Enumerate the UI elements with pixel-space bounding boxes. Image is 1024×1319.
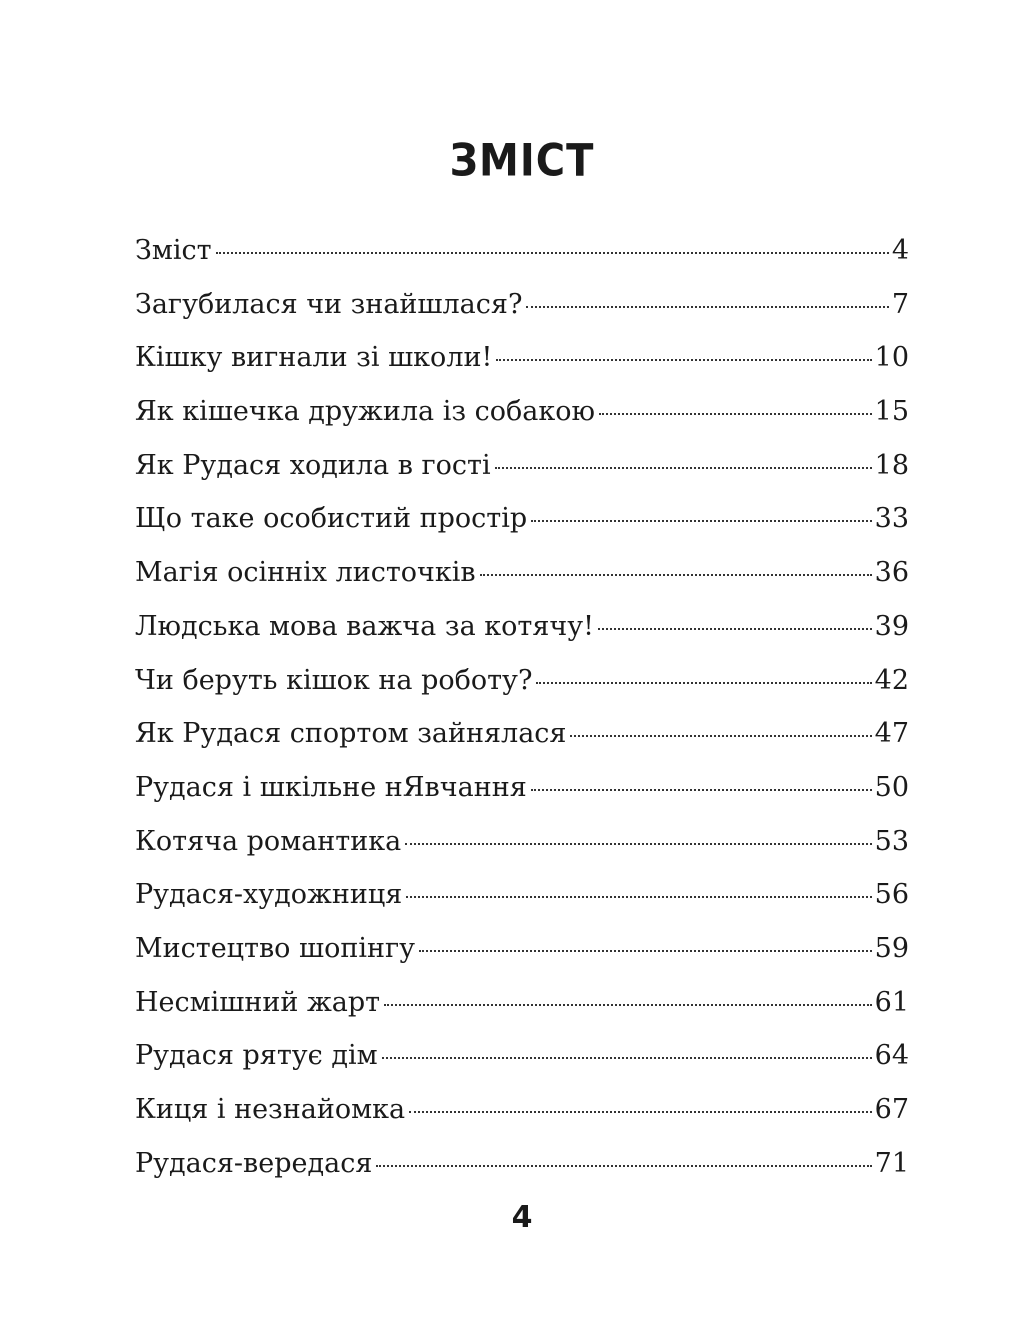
dot-leader: [570, 735, 871, 737]
toc-entry-page: 50: [874, 771, 909, 803]
toc-entry-title: Рудася-вередася: [135, 1147, 373, 1179]
toc-entry-page: 47: [874, 718, 909, 750]
toc-entry-page: 67: [874, 1094, 909, 1125]
toc-entry[interactable]: [135, 546, 909, 600]
dot-leader: [496, 359, 871, 361]
toc-entry-page: 71: [874, 1147, 909, 1179]
table-of-contents: [135, 224, 909, 1190]
toc-entry-page: 42: [874, 664, 909, 696]
page-title: ЗМІСТ: [449, 134, 595, 187]
toc-entry-title: Котяча романтика: [135, 825, 402, 857]
dot-leader: [405, 843, 871, 845]
toc-entry-title: Рудася рятує дім: [135, 1040, 378, 1072]
dot-leader: [598, 628, 872, 630]
toc-entry-page: 64: [874, 1040, 909, 1072]
toc-entry-title: Магія осінніх листочків: [135, 557, 476, 589]
dot-leader: [384, 1004, 872, 1006]
dot-leader: [382, 1057, 872, 1059]
dot-leader: [376, 1165, 871, 1167]
toc-entry-page: 33: [874, 503, 909, 535]
toc-entry-page: 10: [874, 342, 909, 374]
toc-entry[interactable]: [135, 761, 909, 815]
toc-entry-title: Рудася і шкільне нЯвчання: [135, 771, 527, 803]
dot-leader: [526, 306, 888, 308]
toc-entry-title: Рудася-художниця: [135, 879, 403, 911]
toc-entry-title: Кішку вигнали зі школи!: [135, 342, 493, 374]
dot-leader: [480, 574, 872, 576]
toc-entry-title: Зміст: [135, 235, 212, 266]
toc-entry-title: Мистецтво шопінгу: [135, 932, 416, 964]
dot-leader: [419, 950, 872, 952]
dot-leader: [495, 467, 872, 469]
toc-entry-title: Як Рудася спортом зайнялася: [135, 718, 567, 750]
toc-entry-page: 18: [874, 449, 909, 481]
dot-leader: [409, 1111, 872, 1113]
toc-entry-title: Людська мова важча за котячу!: [135, 610, 594, 642]
toc-entry-page: 56: [874, 879, 909, 911]
dot-leader: [599, 413, 872, 415]
toc-entry-page: 7: [891, 288, 909, 320]
toc-entry-page: 39: [874, 610, 909, 642]
toc-entry-title: Як Рудася ходила в гості: [135, 449, 491, 481]
toc-entry-title: Киця і незнайомка: [135, 1094, 406, 1125]
toc-entry[interactable]: [135, 1029, 909, 1083]
toc-entry[interactable]: [135, 1137, 909, 1191]
toc-entry-title: Чи беруть кішок на роботу?: [135, 664, 533, 696]
toc-entry-page: 15: [874, 396, 909, 428]
dot-leader: [536, 682, 871, 684]
toc-entry[interactable]: [135, 492, 909, 546]
toc-entry[interactable]: [135, 815, 909, 869]
toc-entry-title: Як кішечка дружила із собакою: [135, 396, 596, 428]
toc-entry[interactable]: [135, 439, 909, 493]
toc-entry-page: 53: [874, 825, 909, 857]
toc-entry-title: Несмішний жарт: [135, 986, 381, 1018]
toc-entry[interactable]: [135, 1083, 909, 1137]
dot-leader: [531, 520, 871, 522]
page-number: 4: [511, 1200, 533, 1235]
toc-entry[interactable]: [135, 278, 909, 332]
toc-entry-page: 4: [891, 235, 909, 266]
toc-entry[interactable]: [135, 922, 909, 976]
toc-entry[interactable]: [135, 385, 909, 439]
toc-entry-title: Що таке особистий простір: [135, 503, 528, 535]
toc-entry[interactable]: [135, 600, 909, 654]
toc-entry[interactable]: [135, 868, 909, 922]
toc-entry[interactable]: [135, 654, 909, 708]
dot-leader: [406, 896, 871, 898]
toc-entry-page: 36: [874, 557, 909, 589]
dot-leader: [531, 789, 872, 791]
toc-entry[interactable]: [135, 331, 909, 385]
toc-entry-page: 61: [874, 986, 909, 1018]
toc-entry-page: 59: [874, 932, 909, 964]
toc-entry[interactable]: [135, 976, 909, 1030]
toc-entry[interactable]: [135, 707, 909, 761]
toc-entry[interactable]: [135, 224, 909, 278]
dot-leader: [216, 252, 889, 254]
toc-entry-title: Загубилася чи знайшлася?: [135, 288, 523, 320]
